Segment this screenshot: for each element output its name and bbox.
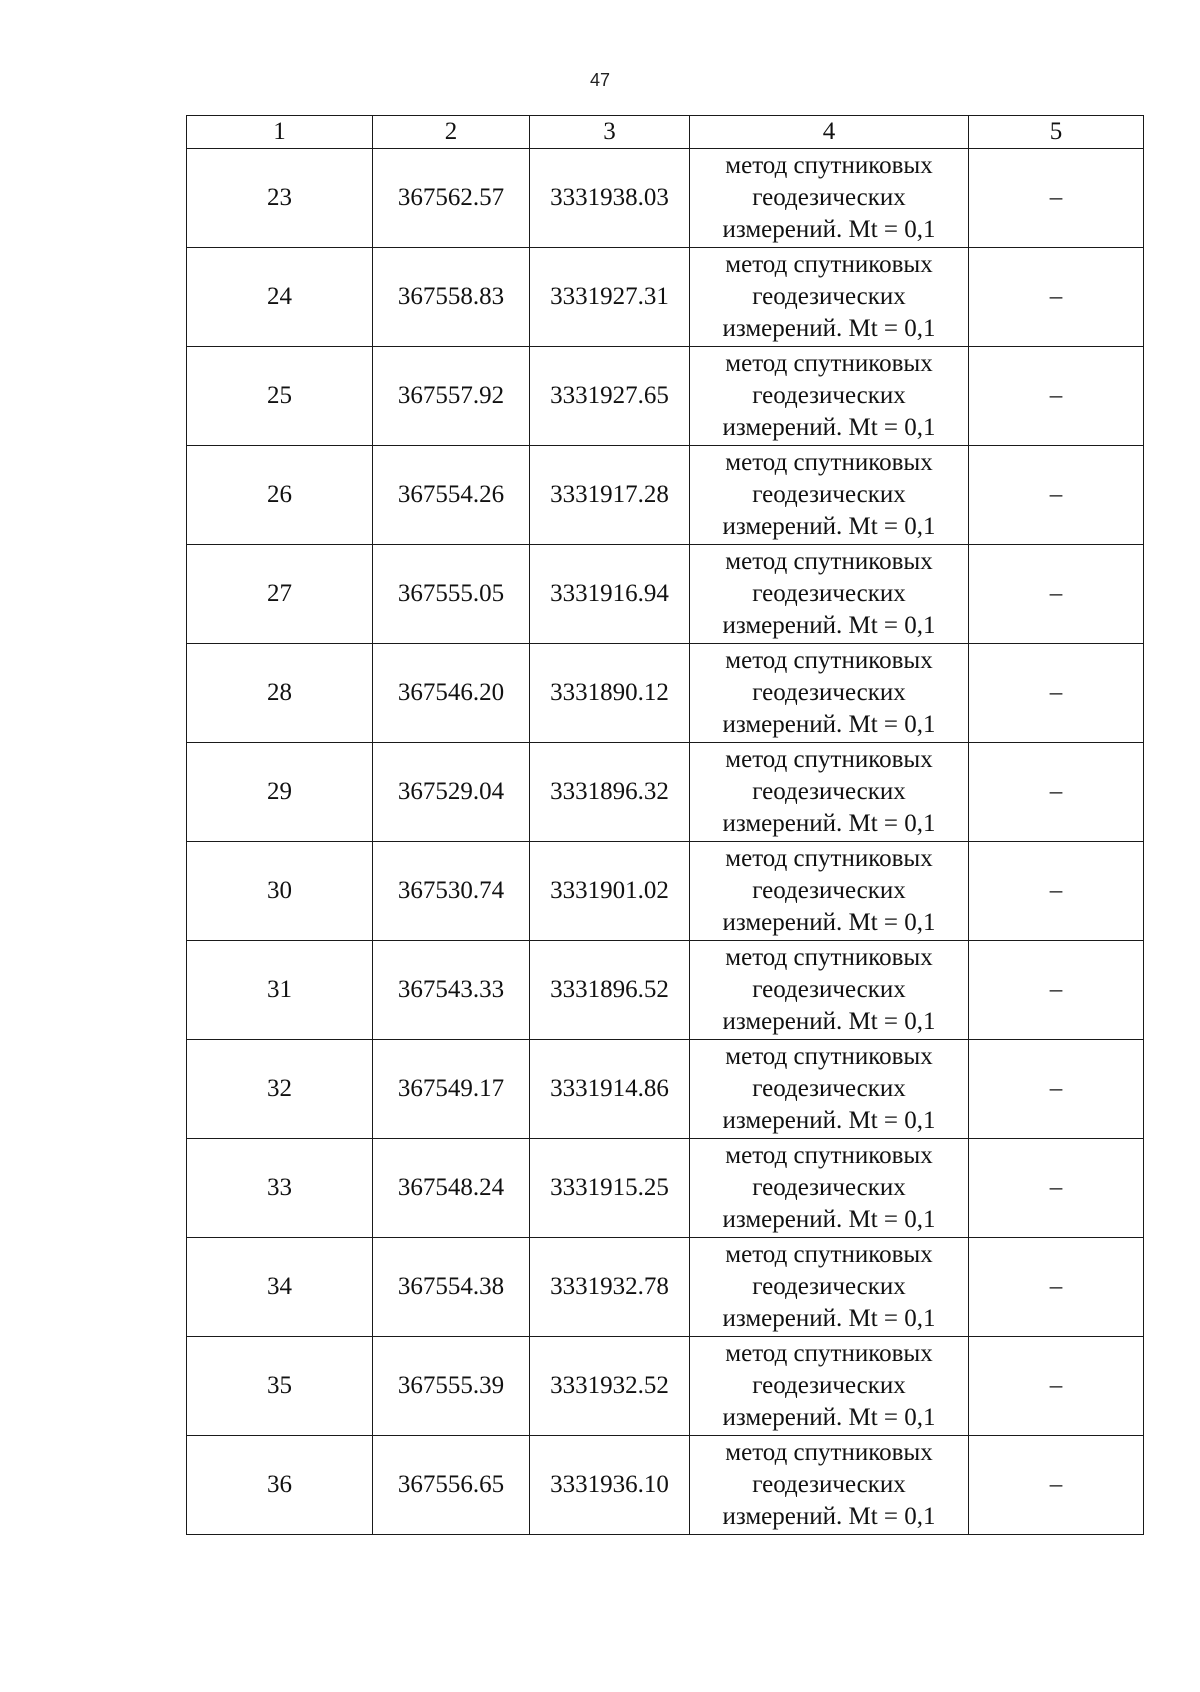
method-text-line: метод спутниковых [725,1439,933,1466]
point-number-cell: 32 [187,1040,373,1139]
column-5-cell: – [969,644,1144,743]
method-cell [690,446,969,545]
coordinate-y-cell: 3331936.10 [530,1436,690,1535]
coordinate-x-cell: 367555.05 [373,545,530,644]
coordinate-y-cell: 3331917.28 [530,446,690,545]
table-row [187,545,1144,644]
coordinate-x-cell: 367558.83 [373,248,530,347]
method-text-line: измерений. Mt = 0,1 [722,216,936,243]
point-number-cell: 36 [187,1436,373,1535]
point-number-cell: 34 [187,1238,373,1337]
coordinate-x-cell: 367543.33 [373,941,530,1040]
method-cell [690,842,969,941]
method-text-line: геодезических [752,778,906,805]
header-cell-4: 4 [690,116,969,149]
point-number-cell: 24 [187,248,373,347]
method-text-line: метод спутниковых [725,1043,933,1070]
method-text-line: измерений. Mt = 0,1 [722,1008,936,1035]
table-row [187,149,1144,248]
column-5-cell: – [969,842,1144,941]
method-cell [690,1337,969,1436]
method-cell [690,941,969,1040]
coordinate-x-cell: 367529.04 [373,743,530,842]
table-row [187,1337,1144,1436]
method-text-line: измерений. Mt = 0,1 [722,1107,936,1134]
column-5-cell: – [969,1040,1144,1139]
method-text-line: метод спутниковых [725,746,933,773]
coordinate-x-cell: 367556.65 [373,1436,530,1535]
coordinate-x-cell: 367530.74 [373,842,530,941]
header-cell-1: 1 [187,116,373,149]
coordinate-x-cell: 367562.57 [373,149,530,248]
table-row [187,743,1144,842]
method-text-line: измерений. Mt = 0,1 [722,612,936,639]
method-text-line: геодезических [752,976,906,1003]
method-text-line: геодезических [752,580,906,607]
column-5-cell: – [969,1436,1144,1535]
table-row [187,1139,1144,1238]
method-text-line: геодезических [752,877,906,904]
method-text-line: измерений. Mt = 0,1 [722,711,936,738]
method-text-line: измерений. Mt = 0,1 [722,1305,936,1332]
method-text-line: метод спутниковых [725,1340,933,1367]
column-5-cell: – [969,446,1144,545]
point-number-cell: 29 [187,743,373,842]
coordinate-y-cell: 3331932.52 [530,1337,690,1436]
column-5-cell: – [969,248,1144,347]
table-body [187,149,1144,1535]
method-cell [690,248,969,347]
method-text-line: метод спутниковых [725,1241,933,1268]
coordinate-x-cell: 367549.17 [373,1040,530,1139]
method-text-line: метод спутниковых [725,1142,933,1169]
method-text-line: геодезических [752,1075,906,1102]
coordinate-x-cell: 367548.24 [373,1139,530,1238]
point-number-cell: 25 [187,347,373,446]
method-text-line: геодезических [752,679,906,706]
table-row [187,842,1144,941]
method-text-line: измерений. Mt = 0,1 [722,414,936,441]
column-5-cell: – [969,743,1144,842]
method-cell [690,545,969,644]
table-row [187,1040,1144,1139]
method-text-line: измерений. Mt = 0,1 [722,909,936,936]
coordinate-y-cell: 3331915.25 [530,1139,690,1238]
column-5-cell: – [969,1238,1144,1337]
coordinate-y-cell: 3331896.32 [530,743,690,842]
coordinate-y-cell: 3331896.52 [530,941,690,1040]
method-text-line: измерений. Mt = 0,1 [722,810,936,837]
coordinate-y-cell: 3331927.65 [530,347,690,446]
header-cell-3: 3 [530,116,690,149]
table-row [187,1436,1144,1535]
column-5-cell: – [969,149,1144,248]
method-text-line: геодезических [752,283,906,310]
header-cell-2: 2 [373,116,530,149]
column-5-cell: – [969,941,1144,1040]
coordinate-x-cell: 367546.20 [373,644,530,743]
method-text-line: метод спутниковых [725,845,933,872]
header-cell-5: 5 [969,116,1144,149]
table-header [187,116,1144,149]
column-5-cell: – [969,545,1144,644]
point-number-cell: 30 [187,842,373,941]
method-text-line: геодезических [752,184,906,211]
point-number-cell: 27 [187,545,373,644]
coordinate-y-cell: 3331890.12 [530,644,690,743]
method-text-line: измерений. Mt = 0,1 [722,513,936,540]
coordinate-x-cell: 367555.39 [373,1337,530,1436]
header-row [187,116,1144,149]
method-text-line: метод спутниковых [725,944,933,971]
coordinate-x-cell: 367557.92 [373,347,530,446]
method-text-line: геодезических [752,1372,906,1399]
method-cell [690,1238,969,1337]
method-text-line: геодезических [752,1174,906,1201]
table-row [187,347,1144,446]
coordinate-x-cell: 367554.38 [373,1238,530,1337]
method-cell [690,347,969,446]
column-5-cell: – [969,347,1144,446]
coordinate-y-cell: 3331932.78 [530,1238,690,1337]
table-row [187,248,1144,347]
method-cell [690,1436,969,1535]
table-row [187,446,1144,545]
table-row [187,941,1144,1040]
method-text-line: измерений. Mt = 0,1 [722,1206,936,1233]
method-text-line: метод спутниковых [725,152,933,179]
coordinates-table [186,115,1144,1535]
coordinate-y-cell: 3331901.02 [530,842,690,941]
method-text-line: метод спутниковых [725,251,933,278]
method-text-line: геодезических [752,1471,906,1498]
coordinate-y-cell: 3331938.03 [530,149,690,248]
coordinate-y-cell: 3331916.94 [530,545,690,644]
column-5-cell: – [969,1337,1144,1436]
coordinate-y-cell: 3331927.31 [530,248,690,347]
point-number-cell: 26 [187,446,373,545]
point-number-cell: 33 [187,1139,373,1238]
coordinate-y-cell: 3331914.86 [530,1040,690,1139]
page-number: 47 [589,70,611,90]
method-cell [690,644,969,743]
coordinate-x-cell: 367554.26 [373,446,530,545]
method-cell [690,1139,969,1238]
coordinates-table-container [186,115,1143,1535]
method-text-line: метод спутниковых [725,350,933,377]
method-text-line: метод спутниковых [725,449,933,476]
method-text-line: измерений. Mt = 0,1 [722,1404,936,1431]
method-cell [690,149,969,248]
method-cell [690,1040,969,1139]
method-text-line: измерений. Mt = 0,1 [722,1503,936,1530]
point-number-cell: 31 [187,941,373,1040]
method-text-line: метод спутниковых [725,548,933,575]
method-text-line: геодезических [752,481,906,508]
column-5-cell: – [969,1139,1144,1238]
point-number-cell: 28 [187,644,373,743]
method-text-line: геодезических [752,1273,906,1300]
method-text-line: измерений. Mt = 0,1 [722,315,936,342]
method-cell [690,743,969,842]
point-number-cell: 23 [187,149,373,248]
table-row [187,1238,1144,1337]
point-number-cell: 35 [187,1337,373,1436]
method-text-line: метод спутниковых [725,647,933,674]
method-text-line: геодезических [752,382,906,409]
table-row [187,644,1144,743]
